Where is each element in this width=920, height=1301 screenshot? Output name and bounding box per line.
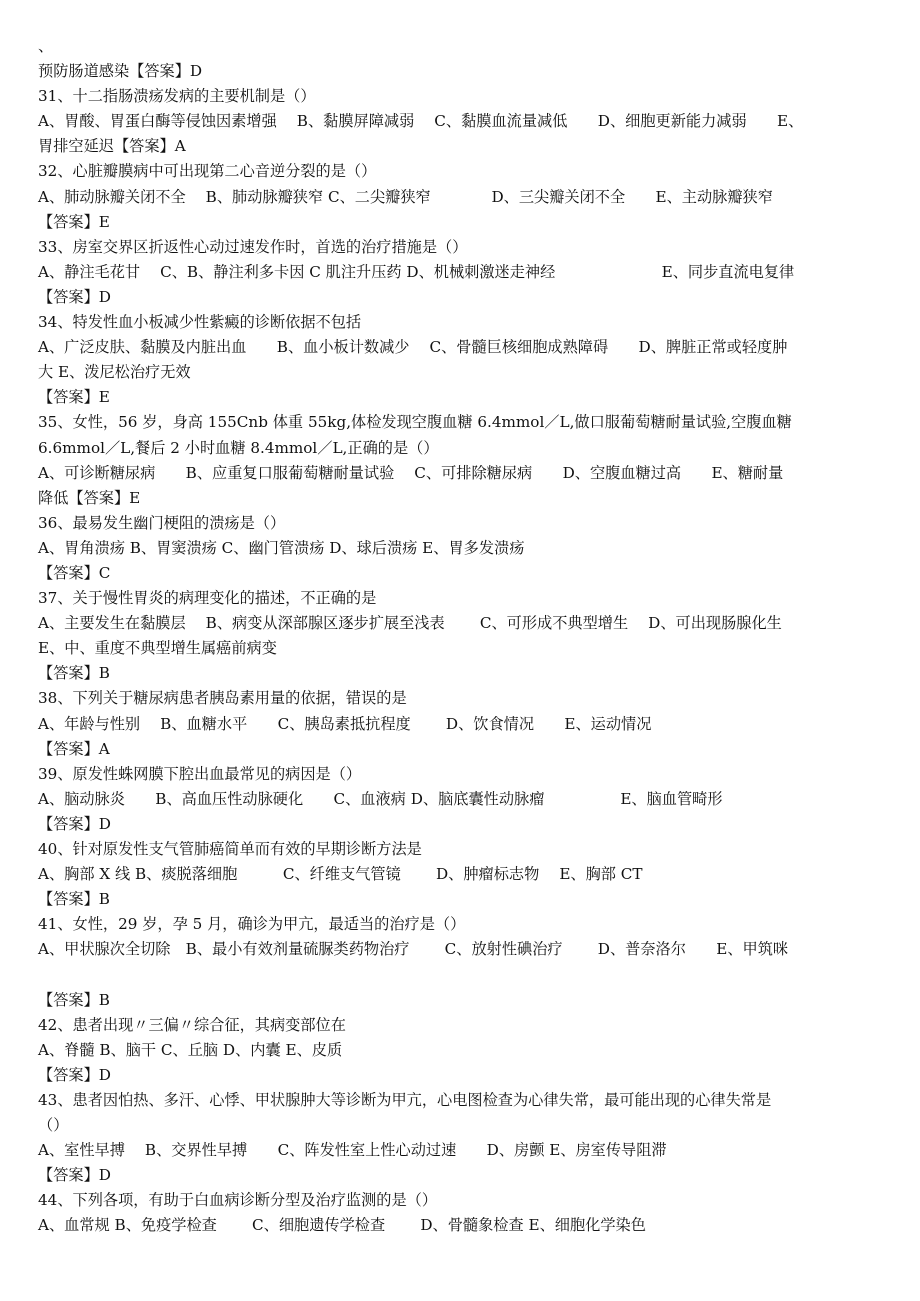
question-35: 35、女性，56 岁，身高 155Cnb 体重 55kg,体检发现空腹血糖 6.4mmol／L,做口服葡萄糖耐量试验,空腹血糖 <box>38 413 792 432</box>
document-page <box>38 34 888 1239</box>
question-43-cont: （） <box>38 1116 69 1135</box>
question-31: 31、十二指肠溃疡发病的主要机制是（） <box>38 87 316 106</box>
question-32: 32、心脏瓣膜病中可出现第二心音逆分裂的是（） <box>38 162 377 181</box>
question-42: 42、患者出现〃三偏〃综合征，其病变部位在 <box>38 1015 346 1034</box>
options-line: A、脑动脉炎 B、高血压性动脉硬化 C、血液病 D、脑底囊性动脉瘤 E、脑血管畸形 <box>38 789 723 808</box>
blank-line <box>38 962 888 987</box>
answer-line: 【答案】B <box>38 990 110 1009</box>
options-line: 大 E、泼尼松治疗无效 <box>38 363 191 382</box>
options-line: A、血常规 B、免疫学检查 C、细胞遗传学检查 D、骨髓象检查 E、细胞化学染色 <box>38 1216 646 1235</box>
options-line: A、脊髓 B、脑干 C、丘脑 D、内囊 E、皮质 <box>38 1040 343 1059</box>
answer-line: 【答案】D <box>38 287 111 306</box>
options-line: E、中、重度不典型增生属癌前病变 <box>38 639 277 658</box>
question-41: 41、女性，29 岁，孕 5 月，确诊为甲亢，最适当的治疗是（） <box>38 915 466 934</box>
answer-line: 降低【答案】E <box>38 488 141 507</box>
answer-line: 【答案】E <box>38 388 110 407</box>
answer-line: 【答案】A <box>38 739 110 758</box>
answer-line: 【答案】C <box>38 563 111 582</box>
question-38: 38、下列关于糖尿病患者胰岛素用量的依据，错误的是 <box>38 689 407 708</box>
question-39: 39、原发性蛛网膜下腔出血最常见的病因是（） <box>38 764 362 783</box>
answer-line: 胃排空延迟【答案】A <box>38 137 186 156</box>
answer-line: 【答案】B <box>38 664 110 683</box>
question-34: 34、特发性血小板减少性紫癜的诊断依据不包括 <box>38 313 362 332</box>
options-line: A、胃角溃疡 B、胃窦溃疡 C、幽门管溃疡 D、球后溃疡 E、胃多发溃疡 <box>38 538 525 557</box>
options-line: A、胸部 X 线 B、痰脱落细胞 C、纤维支气管镜 D、肿瘤标志物 E、胸部 CT <box>38 865 643 884</box>
options-line: A、主要发生在黏膜层 B、病变从深部腺区逐步扩展至浅表 C、可形成不典型增生 D、可出现肠腺化生 <box>38 614 782 633</box>
question-35-cont: 6.6mmol／L,餐后 2 小时血糖 8.4mmol／L,正确的是（） <box>38 438 439 457</box>
answer-line: 预防肠道感染【答案】D <box>38 62 203 81</box>
answer-line: 【答案】D <box>38 1065 111 1084</box>
answer-line: 【答案】D <box>38 1166 111 1185</box>
options-line: A、胃酸、胃蛋白酶等侵蚀因素增强 B、黏膜屏障减弱 C、黏膜血流量减低 D、细胞更新能力减弱 E、 <box>38 112 804 131</box>
options-line: A、甲状腺次全切除 B、最小有效剂量硫脲类药物治疗 C、放射性碘治疗 D、普奈洛尔 E、甲筑咪 <box>38 940 789 959</box>
answer-line: 【答案】B <box>38 890 110 909</box>
question-44: 44、下列各项，有助于白血病诊断分型及治疗监测的是（） <box>38 1191 438 1210</box>
answer-line: 【答案】D <box>38 814 111 833</box>
question-40: 40、针对原发性支气管肺癌简单而有效的早期诊断方法是 <box>38 840 422 858</box>
options-line: A、室性早搏 B、交界性早搏 C、阵发性室上性心动过速 D、房颤 E、房室传导阻滞 <box>38 1141 667 1160</box>
question-36: 36、最易发生幽门梗阻的溃疡是（） <box>38 513 286 532</box>
options-line: A、静注毛花甘 C、B、静注利多卡因 C 肌注升压药 D、机械刺激迷走神经 E、同步直流电复律 <box>38 262 795 281</box>
text-line: 、 <box>38 37 54 55</box>
options-line: A、可诊断糖尿病 B、应重复口服葡萄糖耐量试验 C、可排除糖尿病 D、空腹血糖过高 E、糖耐量 <box>38 463 784 482</box>
options-line: A、广泛皮肤、黏膜及内脏出血 B、血小板计数减少 C、骨髓巨核细胞成熟障碍 D、脾脏正常或轻度肿 <box>38 338 788 357</box>
question-37: 37、关于慢性胃炎的病理变化的描述，不正确的是 <box>38 589 377 608</box>
options-line: A、肺动脉瓣关闭不全 B、肺动脉瓣狭窄 C、二尖瓣狭窄 D、三尖瓣关闭不全 E、主动脉瓣狭窄 <box>38 187 773 206</box>
question-33: 33、房室交界区折返性心动过速发作时，首选的治疗措施是（） <box>38 237 468 256</box>
options-line: A、年龄与性别 B、血糖水平 C、胰岛素抵抗程度 D、饮食情况 E、运动情况 <box>38 714 652 733</box>
answer-line: 【答案】E <box>38 212 110 231</box>
question-43: 43、患者因怕热、多汗、心悸、甲状腺肿大等诊断为甲亢，心电图检查为心律失常，最可能出现的心律失常是 <box>38 1090 772 1109</box>
